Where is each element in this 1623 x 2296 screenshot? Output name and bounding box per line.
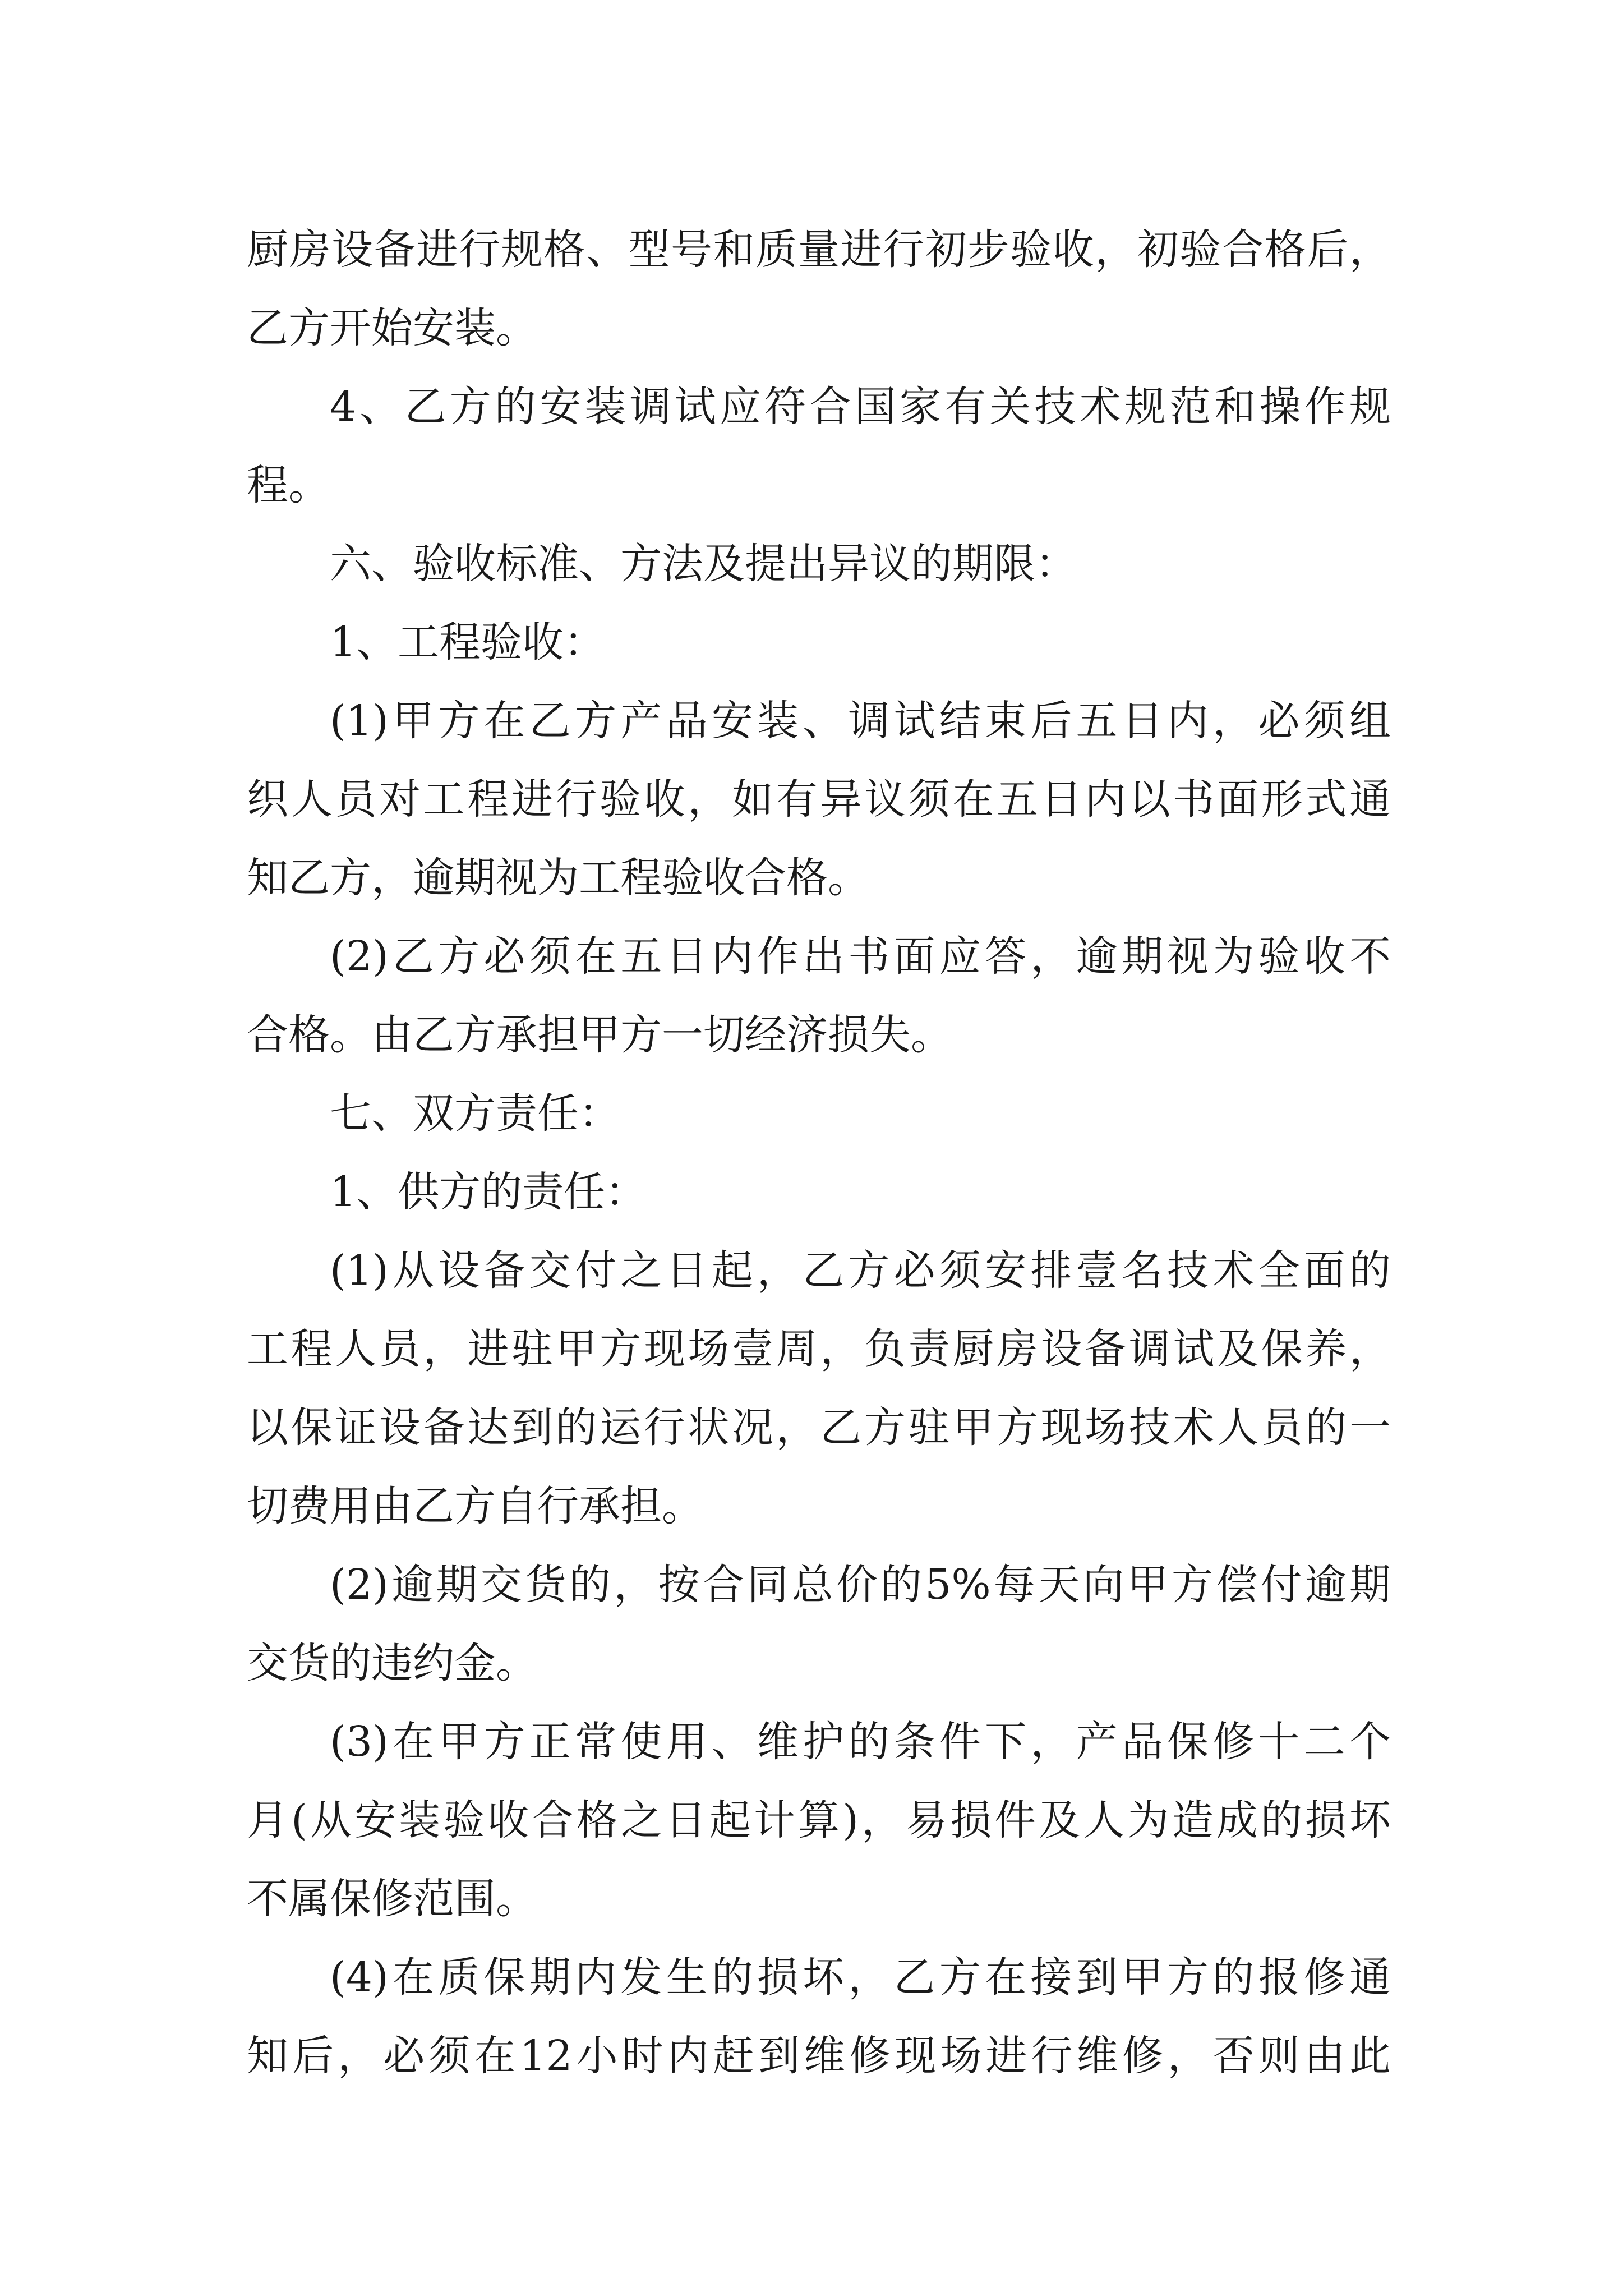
- subsection-heading: 1、工程验收：: [330, 618, 606, 666]
- text-line: 月(从安装验收合格之日起计算)，易损件及人为造成的损坏: [247, 1796, 1391, 1844]
- text-line: (1)从设备交付之日起，乙方必须安排壹名技术全面的: [330, 1246, 1391, 1295]
- text-line: 以保证设备达到的运行状况，乙方驻甲方现场技术人员的一: [247, 1404, 1391, 1452]
- text-line: (2)乙方必须在五日内作出书面应答，逾期视为验收不: [330, 932, 1391, 981]
- section-heading: 七、双方责任：: [330, 1089, 620, 1138]
- text-line: 织人员对工程进行验收，如有异议须在五日内以书面形式通: [247, 775, 1391, 823]
- text-line: (2)逾期交货的，按合同总价的5%每天向甲方偿付逾期: [330, 1561, 1391, 1609]
- text-line: 切费用由乙方自行承担。: [247, 1482, 703, 1530]
- text-line: 厨房设备进行规格、型号和质量进行初步验收，初验合格后，: [247, 226, 1391, 274]
- text-line: 知后，必须在12小时内赶到维修现场进行维修，否则由此: [247, 2032, 1391, 2080]
- text-line: (3)在甲方正常使用、维护的条件下，产品保修十二个: [330, 1718, 1391, 1766]
- text-line: 合格。由乙方承担甲方一切经济损失。: [247, 1011, 952, 1059]
- subsection-heading: 1、供方的责任：: [330, 1168, 647, 1216]
- text-line: (4)在质保期内发生的损坏，乙方在接到甲方的报修通: [330, 1953, 1391, 2001]
- text-line: 交货的违约金。: [247, 1639, 537, 1687]
- section-heading: 六、验收标准、方法及提出异议的期限：: [330, 540, 1077, 588]
- text-line: 工程人员，进驻甲方现场壹周，负责厨房设备调试及保养，: [247, 1325, 1391, 1373]
- text-line: 乙方开始安装。: [247, 304, 537, 352]
- text-line: 4、乙方的安装调试应符合国家有关技术规范和操作规: [330, 383, 1391, 431]
- text-line: 程。: [247, 461, 330, 509]
- text-line: 不属保修范围。: [247, 1875, 537, 1923]
- text-line: 知乙方，逾期视为工程验收合格。: [247, 854, 869, 902]
- text-line: (1)甲方在乙方产品安装、调试结束后五日内，必须组: [330, 697, 1391, 745]
